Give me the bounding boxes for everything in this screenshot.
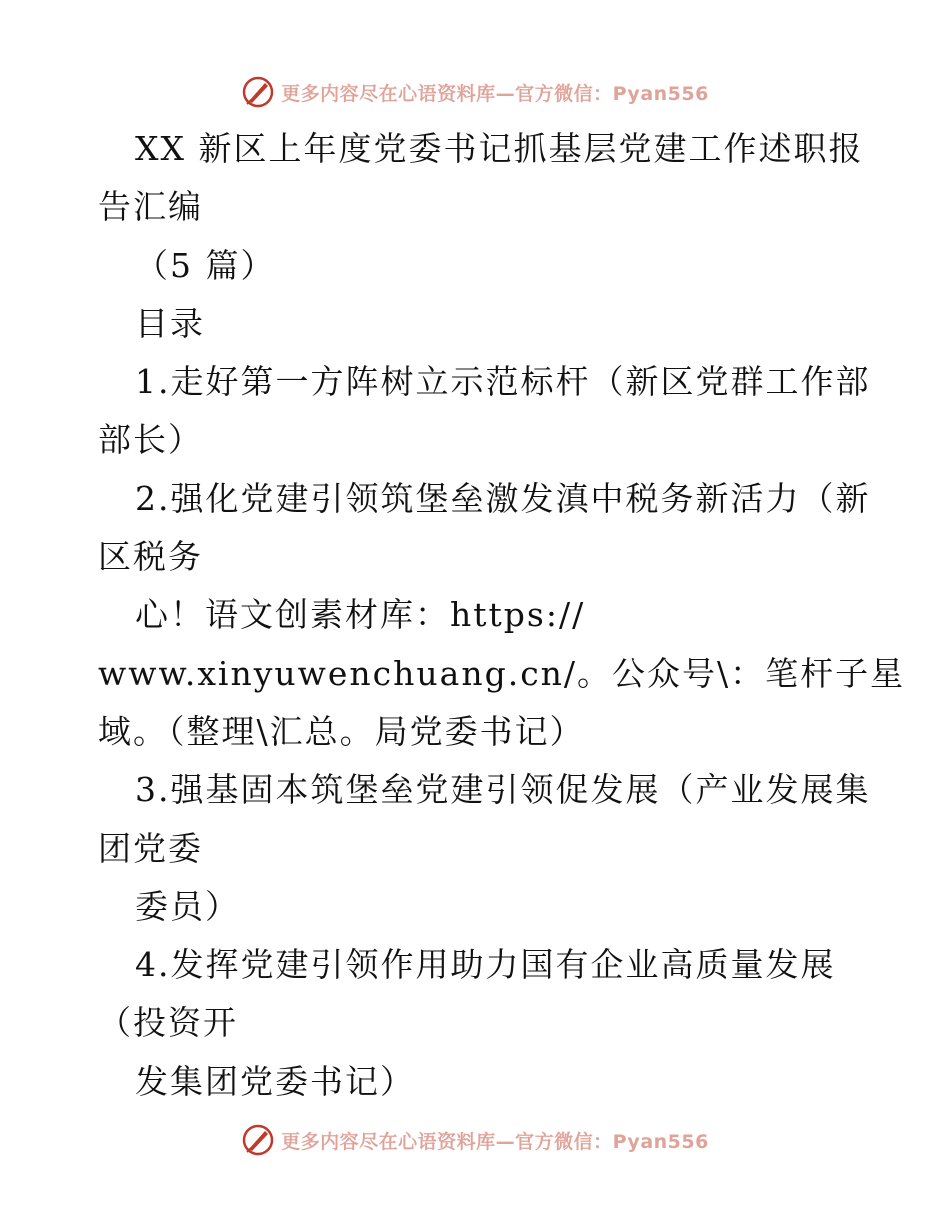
- header-banner-text: 更多内容尽在心语资料库—官方微信：Pyan556: [281, 82, 709, 105]
- doc-title-line-1: XX 新区上年度党委书记抓基层党建工作述职报: [135, 129, 864, 168]
- toc-item-2-line-1: 2.强化党建引领筑堡垒激发滇中税务新活力（新: [135, 478, 871, 518]
- toc-item-3-line-2: 团党委: [98, 828, 203, 868]
- footer-banner: [0, 1120, 950, 1160]
- toc-item-4-line-2: （投资开: [98, 1003, 238, 1043]
- toc-item-1-line-1: 1.走好第一方阵树立示范标杆（新区党群工作部: [135, 362, 871, 402]
- doc-title-line-2: 告汇编: [98, 187, 203, 227]
- toc-item-2-line-2: 区税务: [98, 537, 203, 577]
- quill-pen-logo-icon: [241, 1123, 275, 1157]
- doc-count: （5 篇）: [135, 245, 276, 285]
- toc-item-1-line-2: 部长）: [98, 420, 203, 460]
- inserted-ad-line-3: 域。（整理\汇总。局党委书记）: [98, 711, 585, 751]
- toc-heading: 目录: [135, 303, 205, 343]
- quill-pen-logo-icon: [241, 75, 275, 109]
- inserted-ad-line-1: 心！语文创素材库：https://: [135, 595, 586, 635]
- toc-item-4-line-3: 发集团党委书记）: [135, 1061, 415, 1101]
- footer-banner-text: 更多内容尽在心语资料库—官方微信：Pyan556: [281, 1130, 709, 1153]
- inserted-ad-line-2: www.xinyuwenchuang.cn/。公众号\：笔杆子星: [98, 653, 906, 693]
- header-banner: [0, 72, 950, 112]
- toc-item-3-line-1: 3.强基固本筑堡垒党建引领促发展（产业发展集: [135, 770, 871, 810]
- toc-item-3-line-3: 委员）: [135, 886, 240, 926]
- toc-item-4-line-1: 4.发挥党建引领作用助力国有企业高质量发展: [135, 945, 836, 985]
- document-body: [98, 120, 906, 1111]
